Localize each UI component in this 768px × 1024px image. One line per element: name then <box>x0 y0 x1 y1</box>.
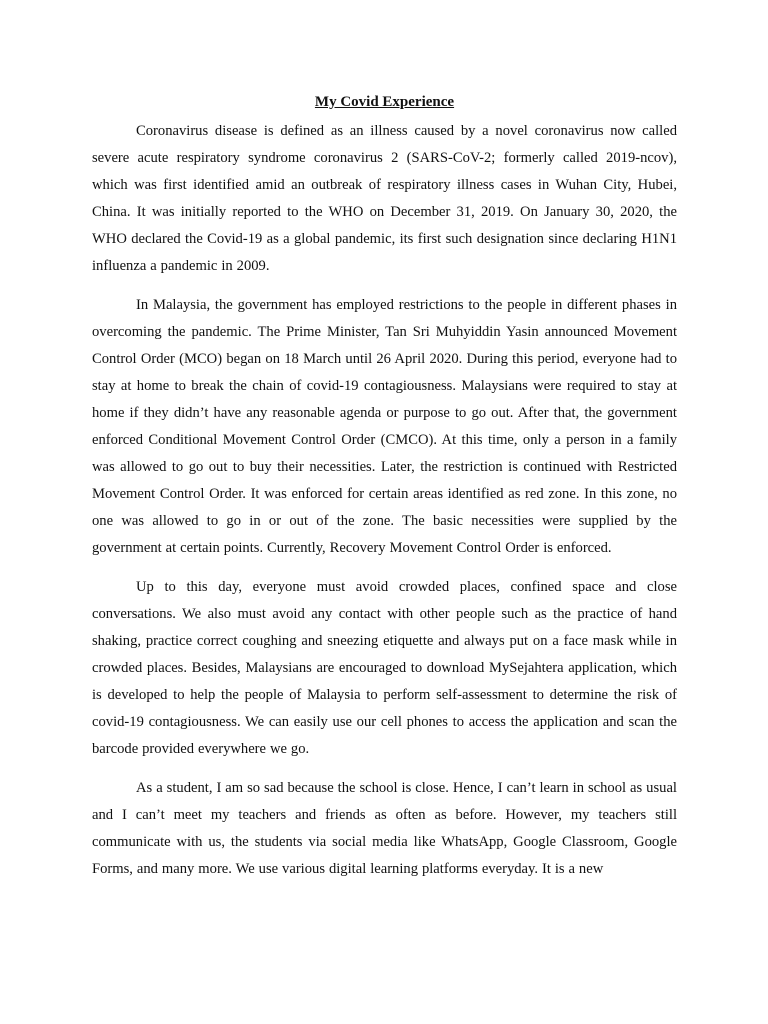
paragraph-student-experience: As a student, I am so sad because the school is close. Hence, I can’t learn in school as usual and I can’t meet my teachers and friends as often as before. However, my teachers still communicate with us, the students via social media like WhatsApp, Google Classroom, Google Forms, and many more. We use various digital learning platforms everyday. It is a new <box>92 780 677 877</box>
document-title: My Covid Experience <box>314 94 455 110</box>
document-body <box>92 92 677 895</box>
paragraph-covid-definition: Coronavirus disease is defined as an illness caused by a novel coronavirus now called severe acute respiratory syndrome coronavirus 2 (SARS-CoV-2; formerly called 2019-ncov), which was first identified amid an outbreak of respiratory illness cases in Wuhan City, Hubei, China. It was initially reported to the WHO on December 31, 2019. On January 30, 2020, the WHO declared the Covid-19 as a global pandemic, its first such designation since declaring H1N1 influenza a pandemic in 2009. <box>92 123 677 274</box>
paragraph-malaysia-restrictions: In Malaysia, the government has employed restrictions to the people in different phases in overcoming the pandemic. The Prime Minister, Tan Sri Muhyiddin Yasin announced Movement Control Order (MCO) began on 18 March until 26 April 2020. During this period, everyone had to stay at home to break the chain of covid-19 contagiousness. Malaysians were required to stay at home if they didn’t have any reasonable agenda or purpose to go out. After that, the government enforced Conditional Movement Control Order (CMCO). At this time, only a person in a family was allowed to go out to buy their necessities. Later, the restriction is continued with Restricted Movement Control Order. It was enforced for certain areas identified as red zone. In this zone, no one was allowed to go in or out of the zone. The basic necessities were supplied by the government at certain points. Currently, Recovery Movement Control Order is enforced. <box>92 297 677 556</box>
paragraph-precautions: Up to this day, everyone must avoid crowded places, confined space and close conversations. We also must avoid any contact with other people such as the practice of hand shaking, practice correct coughing and sneezing etiquette and always put on a face mask while in crowded places. Besides, Malaysians are encouraged to download MySejahtera application, which is developed to help the people of Malaysia to perform self-assessment to determine the risk of covid-19 contagiousness. We can easily use our cell phones to access the application and scan the barcode provided everywhere we go. <box>92 579 677 757</box>
